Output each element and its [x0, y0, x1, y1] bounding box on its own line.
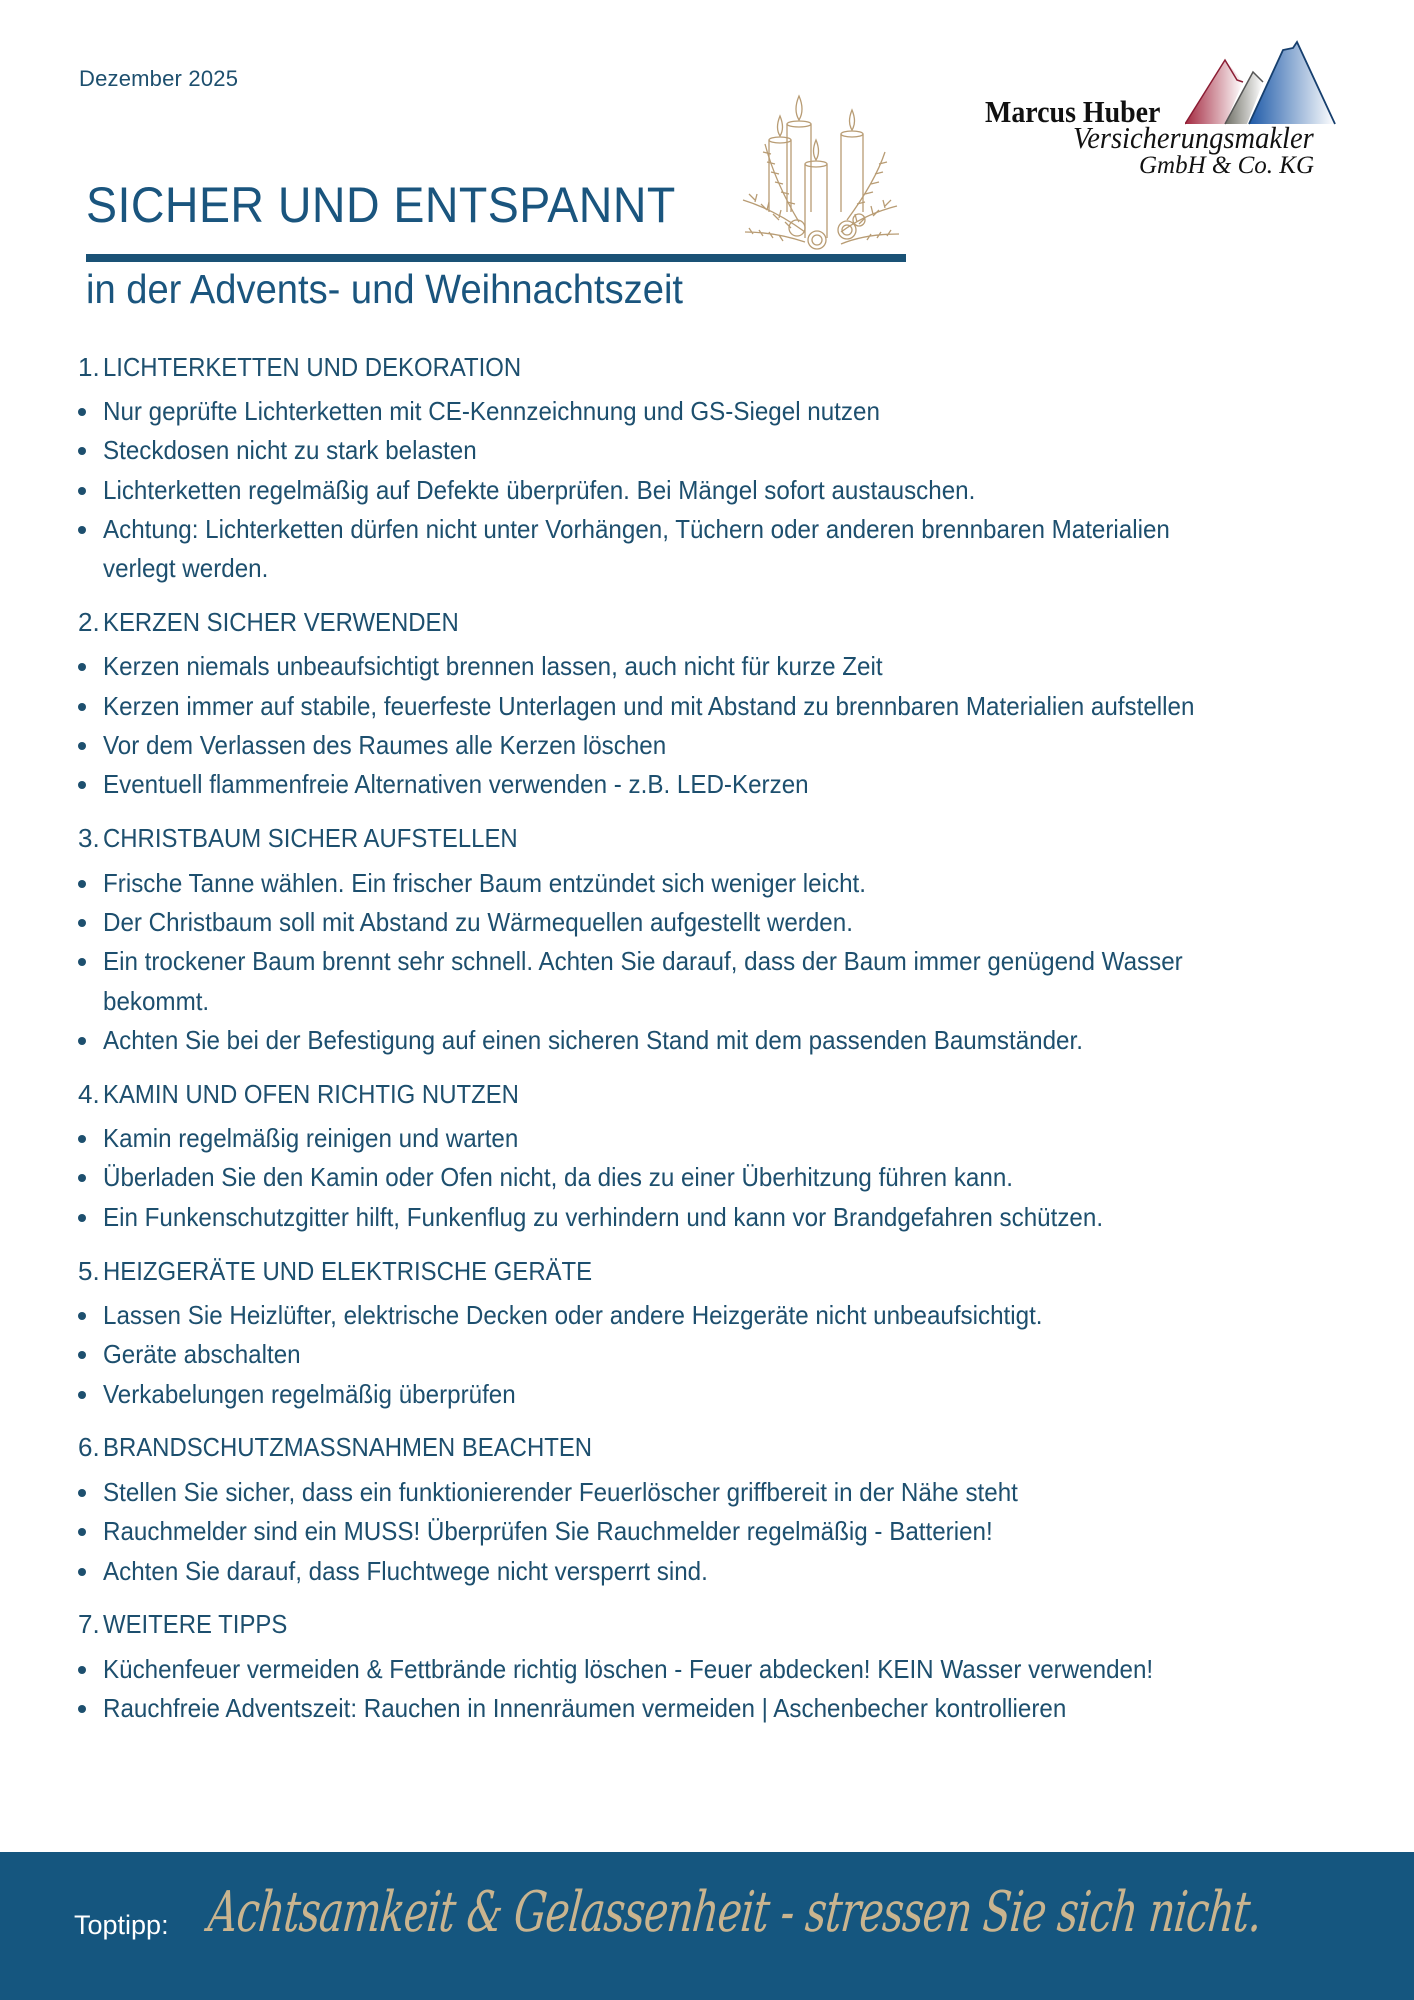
bullet-icon — [78, 1489, 86, 1497]
list-item-text: Kerzen immer auf stabile, feuerfeste Unterlagen und mit Abstand zu brennbaren Materialien aufstellen — [103, 690, 1195, 721]
bullet-icon — [78, 742, 86, 750]
logo-profession: Versicherungsmakler — [1073, 120, 1314, 155]
section-number: 1. — [78, 351, 100, 382]
bullet-list — [78, 1296, 1398, 1414]
list-item — [78, 982, 1398, 1021]
logo-name: Marcus Huber — [985, 94, 1161, 129]
section-heading — [78, 1074, 1398, 1114]
list-item — [78, 903, 1398, 942]
list-item-text: Überladen Sie den Kamin oder Ofen nicht, da dies zu einer Überhitzung führen kann. — [103, 1162, 1014, 1193]
section-title: BRANDSCHUTZMASSNAHMEN BEACHTEN — [103, 1432, 593, 1463]
list-item-text: Steckdosen nicht zu stark belasten — [103, 435, 477, 466]
toptipp-label: Toptipp: — [74, 1910, 169, 1940]
section-number: 4. — [78, 1078, 100, 1109]
tip-section — [78, 819, 1398, 1060]
section-heading — [78, 1428, 1398, 1468]
list-item — [78, 726, 1398, 765]
list-item — [78, 1552, 1398, 1591]
list-item — [78, 431, 1398, 470]
section-heading — [78, 347, 1398, 387]
bullet-icon — [78, 1037, 86, 1045]
list-item — [78, 1021, 1398, 1060]
list-item-text: Achten Sie darauf, dass Fluchtwege nicht versperrt sind. — [103, 1555, 708, 1586]
page-subtitle: in der Advents- und Weihnachtszeit — [86, 266, 684, 312]
list-item — [78, 510, 1398, 549]
company-logo — [980, 40, 1350, 185]
tip-section — [78, 347, 1398, 588]
list-item — [78, 1473, 1398, 1512]
tip-section — [78, 1074, 1398, 1237]
list-item — [78, 1689, 1398, 1728]
bullet-icon — [78, 447, 86, 455]
tip-section — [78, 1605, 1398, 1729]
section-title: KAMIN UND OFEN RICHTIG NUTZEN — [103, 1078, 519, 1109]
section-number: 2. — [78, 606, 100, 637]
bullet-icon — [78, 1528, 86, 1536]
bullet-list — [78, 392, 1398, 588]
logo-company-form: GmbH & Co. KG — [1138, 152, 1314, 179]
list-item-text: Frische Tanne wählen. Ein frischer Baum entzündet sich weniger leicht. — [103, 867, 866, 898]
bullet-list — [78, 1650, 1398, 1729]
list-item-text: Lassen Sie Heizlüfter, elektrische Decken oder andere Heizgeräte nicht unbeaufsichtigt. — [103, 1300, 1043, 1331]
section-title: WEITERE TIPPS — [103, 1609, 288, 1640]
section-title: LICHTERKETTEN UND DEKORATION — [103, 351, 522, 382]
bullet-list — [78, 1119, 1398, 1237]
bullet-icon — [78, 1312, 86, 1320]
tips-content — [78, 347, 1398, 1742]
bullet-icon — [78, 487, 86, 495]
list-item — [78, 864, 1398, 903]
list-item — [78, 1296, 1398, 1335]
list-item-text: Kamin regelmäßig reinigen und warten — [103, 1123, 519, 1154]
bullet-icon — [78, 1351, 86, 1359]
list-item-text: Kerzen niemals unbeaufsichtigt brennen lassen, auch nicht für kurze Zeit — [103, 651, 883, 682]
list-item-text: Eventuell flammenfreie Alternativen verwenden - z.B. LED-Kerzen — [103, 769, 809, 800]
bullet-icon — [78, 1214, 86, 1222]
bullet-icon — [78, 663, 86, 671]
footer-banner — [0, 1852, 1414, 2000]
bullet-icon — [78, 1666, 86, 1674]
bullet-icon — [78, 1135, 86, 1143]
list-item-text: Vor dem Verlassen des Raumes alle Kerzen löschen — [103, 730, 667, 761]
bullet-icon — [78, 781, 86, 789]
mountains-logo-icon — [1185, 40, 1345, 126]
list-item — [78, 1512, 1398, 1551]
tip-section — [78, 1251, 1398, 1414]
list-item-text: Geräte abschalten — [103, 1339, 301, 1370]
bullet-icon — [78, 919, 86, 927]
section-heading — [78, 819, 1398, 859]
list-item — [78, 1158, 1398, 1197]
tip-section — [78, 1428, 1398, 1591]
list-item — [78, 471, 1398, 510]
bullet-icon — [78, 958, 86, 966]
list-item — [78, 765, 1398, 804]
bullet-icon — [78, 1174, 86, 1182]
list-item-text: Küchenfeuer vermeiden & Fettbrände richtig löschen - Feuer abdecken! KEIN Wasser verwenden! — [103, 1653, 1154, 1684]
bullet-icon — [78, 1568, 86, 1576]
list-item — [78, 942, 1398, 981]
list-item-text: Achtung: Lichterketten dürfen nicht unter Vorhängen, Tüchern oder anderen brennbaren Materialien — [103, 513, 1170, 544]
bullet-list — [78, 864, 1398, 1060]
bullet-list — [78, 1473, 1398, 1591]
list-item — [78, 687, 1398, 726]
bullet-icon — [78, 1705, 86, 1713]
section-number: 7. — [78, 1609, 100, 1640]
title-divider — [86, 254, 906, 262]
toptipp-text: Achtsamkeit & Gelassenheit - stressen Sie sich nicht. — [205, 1880, 1265, 1945]
list-item-text: bekommt. — [103, 985, 210, 1016]
list-item-text: Achten Sie bei der Befestigung auf einen sicheren Stand mit dem passenden Baumständer. — [103, 1024, 1083, 1055]
bullet-icon — [78, 880, 86, 888]
page-title: SICHER UND ENTSPANNT — [86, 177, 676, 233]
section-heading — [78, 1605, 1398, 1645]
list-item-text: Nur geprüfte Lichterketten mit CE-Kennzeichnung und GS-Siegel nutzen — [103, 396, 880, 426]
bullet-icon — [78, 408, 86, 416]
bullet-icon — [78, 526, 86, 534]
list-item — [78, 1375, 1398, 1414]
list-item — [78, 1335, 1398, 1374]
list-item — [78, 549, 1398, 588]
list-item — [78, 1198, 1398, 1237]
list-item-text: verlegt werden. — [103, 553, 269, 584]
section-heading — [78, 1251, 1398, 1291]
bullet-list — [78, 647, 1398, 804]
list-item-text: Verkabelungen regelmäßig überprüfen — [103, 1378, 516, 1409]
section-title: HEIZGERÄTE UND ELEKTRISCHE GERÄTE — [103, 1255, 593, 1286]
list-item-text: Lichterketten regelmäßig auf Defekte überprüfen. Bei Mängel sofort austauschen. — [103, 474, 976, 505]
list-item-text: Der Christbaum soll mit Abstand zu Wärmequellen aufgestellt werden. — [103, 906, 853, 937]
section-number: 6. — [78, 1432, 100, 1463]
list-item — [78, 1119, 1398, 1158]
section-title: KERZEN SICHER VERWENDEN — [103, 606, 459, 637]
advent-candles-icon — [735, 82, 905, 254]
section-title: CHRISTBAUM SICHER AUFSTELLEN — [103, 823, 518, 854]
bullet-icon — [78, 1391, 86, 1399]
list-item-text: Rauchfreie Adventszeit: Rauchen in Innenräumen vermeiden | Aschenbecher kontrollieren — [103, 1693, 1067, 1724]
issue-date: Dezember 2025 — [79, 66, 239, 91]
list-item-text: Ein trockener Baum brennt sehr schnell. Achten Sie darauf, dass der Baum immer genügend Wasser — [103, 946, 1183, 977]
list-item — [78, 647, 1398, 686]
list-item — [78, 1650, 1398, 1689]
list-item-text: Ein Funkenschutzgitter hilft, Funkenflug zu verhindern und kann vor Brandgefahren schützen. — [103, 1201, 1104, 1232]
list-item-text: Rauchmelder sind ein MUSS! Überprüfen Sie Rauchmelder regelmäßig - Batterien! — [103, 1516, 993, 1547]
section-number: 3. — [78, 823, 100, 854]
bullet-icon — [78, 703, 86, 711]
section-heading — [78, 602, 1398, 642]
section-number: 5. — [78, 1255, 100, 1286]
list-item — [78, 392, 1398, 431]
list-item-text: Stellen Sie sicher, dass ein funktionierender Feuerlöscher griffbereit in der Nähe steht — [103, 1476, 1018, 1507]
tip-section — [78, 602, 1398, 804]
